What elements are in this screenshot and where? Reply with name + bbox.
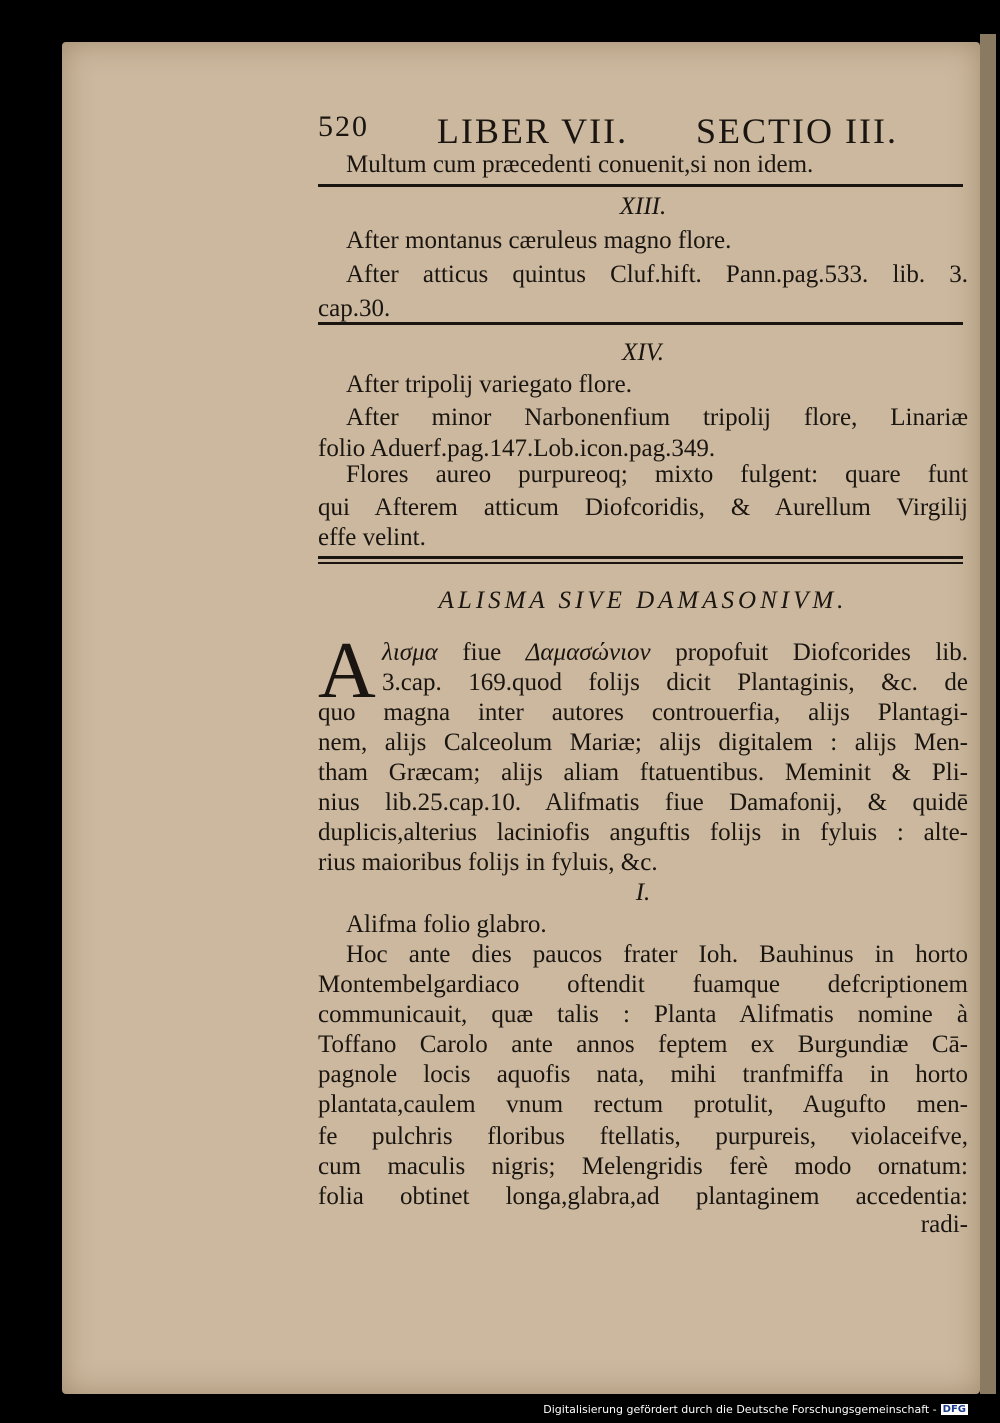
text-line-first (382, 638, 968, 667)
greek-word: Δαμασώνιον (525, 639, 651, 666)
text-line: quo magna inter autores controuerfia, alijs Plantagi- (318, 699, 968, 726)
text-line: pagnole locis aquofis nata, mihi tranfmiffa in horto (318, 1061, 968, 1088)
text-line: Montembelgardiaco oftendit fuamque defcriptionem (318, 971, 968, 998)
page-number: 520 (318, 110, 369, 143)
catchword: radi- (920, 1211, 968, 1238)
section-heading: XIV. (622, 339, 664, 366)
text-line: fe pulchris floribus ftellatis, purpureis, violaceifve, (318, 1123, 968, 1150)
text-line: After montanus cæruleus magno flore. (346, 227, 732, 254)
text-line: effe velint. (318, 524, 426, 551)
text-line: After minor Narbonenfium tripolij flore, Linariæ (346, 404, 968, 431)
chapter-heading: ALISMA SIVE DAMASONIVM. (438, 587, 848, 614)
page-edge (980, 34, 996, 1394)
text-fragment: fiue (437, 639, 526, 666)
header-sectio: SECTIO III. (696, 111, 898, 151)
text-line: Alifma folio glabro. (346, 911, 547, 938)
text-line: cum maculis nigris; Melengridis ferè modo ornatum: (318, 1153, 968, 1180)
divider (318, 562, 963, 564)
footer-text: Digitalisierung gefördert durch die Deutsche Forschungsgemeinschaft - (543, 1403, 937, 1416)
text-line: cap.30. (318, 295, 391, 322)
text-line: After atticus quintus Cluf.hift. Pann.pag.533. lib. 3. (346, 261, 968, 288)
text-line: rius maioribus folijs in fyluis, &c. (318, 849, 658, 876)
section-heading: I. (635, 879, 651, 906)
running-header (318, 110, 898, 152)
greek-word: λισμα (382, 639, 438, 666)
text-line: nem, alijs Calceolum Mariæ; alijs digitalem : alijs Men- (318, 729, 968, 756)
text-line: plantata,caulem vnum rectum protulit, Augufto men- (318, 1091, 968, 1118)
footer-credit (543, 1403, 968, 1416)
text-line: qui Afterem atticum Diofcoridis, & Aurellum Virgilij (318, 494, 968, 521)
divider (318, 322, 963, 325)
drop-cap: A (318, 627, 376, 715)
text-line: nius lib.25.cap.10. Alifmatis fiue Damafonij, & quidē (318, 789, 968, 816)
text-line: Flores aureo purpureoq; mixto fulgent: quare funt (346, 461, 968, 488)
divider (318, 184, 963, 187)
section-heading: XIII. (619, 193, 667, 220)
text-line: folio Aduerf.pag.147.Lob.icon.pag.349. (318, 435, 716, 462)
text-line: folia obtinet longa,glabra,ad plantaginem accedentia: (318, 1183, 968, 1210)
text-line: Toffano Carolo ante annos feptem ex Burgundiæ Cā- (318, 1031, 968, 1058)
text-line: duplicis,alterius laciniofis anguftis folijs in fyluis : alte- (318, 819, 968, 846)
text-line: Hoc ante dies paucos frater Ioh. Bauhinus in horto (346, 941, 968, 968)
dfg-logo-icon: DFG (942, 1404, 966, 1415)
text-line: tham Græcam; alijs aliam ftatuentibus. Meminit & Pli- (318, 759, 968, 786)
text-fragment: propofuit Diofcorides lib. (650, 639, 968, 666)
text-line: communicauit, quæ talis : Planta Alifmatis nomine à (318, 1001, 968, 1028)
text-line: After tripolij variegato flore. (346, 371, 632, 398)
text-line: 3.cap. 169.quod folijs dicit Plantaginis, &c. de (382, 669, 968, 696)
text-line: Multum cum præcedenti conuenit,si non idem. (346, 151, 814, 178)
header-liber: LIBER VII. (436, 111, 629, 151)
divider (318, 556, 963, 559)
